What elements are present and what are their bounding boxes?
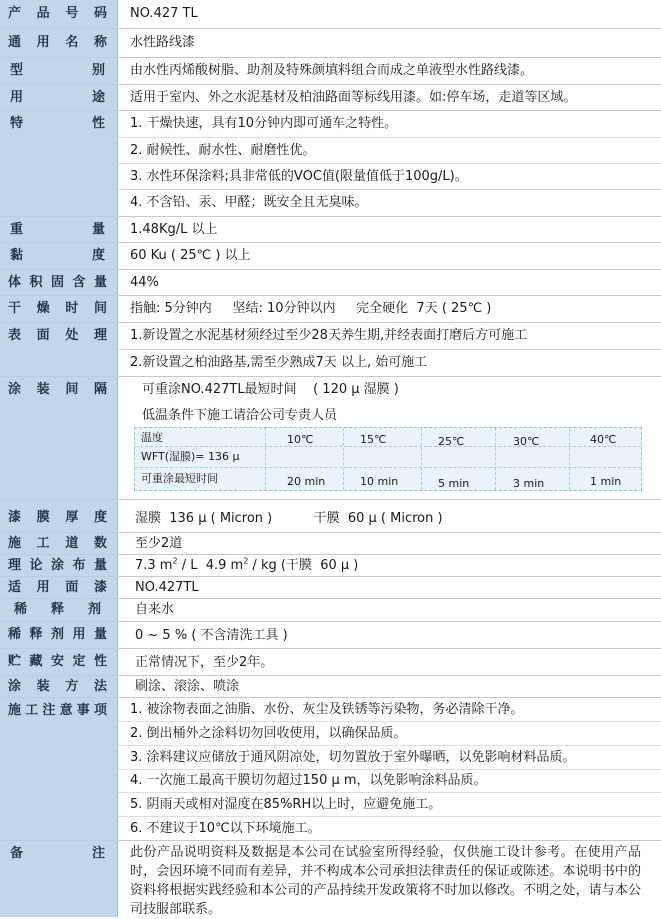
table-header-cell: 25℃: [438, 435, 465, 448]
label-cell: [0, 533, 118, 554]
label-cell: [0, 296, 118, 322]
row-topcoat: [0, 577, 661, 599]
table-header-cell: 15℃: [360, 433, 387, 446]
label-cell: [0, 29, 118, 57]
surface-item: 1.新设置之水泥基材须经过至少28天养生期,并经表面打磨后方可施工: [118, 323, 661, 350]
value-type: 由水性丙烯酸树脂、助剂及特殊颜填料组合而成之单液型水性路线漆。: [130, 63, 534, 78]
label-cell: [0, 377, 118, 499]
label-common-name: 通用名称: [8, 35, 107, 50]
row-solids: [0, 270, 661, 296]
label-cell: [0, 500, 118, 532]
row-features: [0, 111, 661, 217]
row-usage: [0, 85, 661, 111]
label-cell: [0, 217, 118, 242]
value-weight: 1.48Kg/L 以上: [130, 222, 218, 237]
value-method: 刷涂、滚涂、喷涂: [135, 679, 240, 694]
row-precautions: [0, 698, 661, 841]
value-drying-time: 指触: 5分钟内 坚结: 10分钟以内 完全硬化 7天 ( 25℃ ): [130, 301, 492, 316]
table-header-temp: 温度: [141, 431, 163, 444]
label-method: 涂装方法: [8, 679, 107, 694]
label-cell: [0, 555, 118, 576]
label-coverage: 理论涂布量: [8, 558, 107, 573]
row-drying-time: [0, 296, 661, 323]
label-product-code: 产品号码: [8, 6, 107, 21]
recoat-line-1: 可重涂NO.427TL最短时间 ( 120 μ 湿膜 ): [142, 382, 399, 397]
table-header-cell: 30℃: [513, 435, 540, 448]
value-thinner-amount: 0 ~ 5 % ( 不含清洗工具 ): [135, 628, 288, 643]
label-cell: [0, 58, 118, 84]
row-surface-prep: [0, 323, 661, 377]
value-remarks: 此份产品说明资料及数据是本公司在试验室所得经验，仅供施工设计参考。在使用产品时，会因环境不同而有差异，并不构成本公司承担法律责任的保证或陈述。本说明书中的资料将根据实践经验和本公司的产品持续开发政策将不时加以修改。不明之处，请与本公司技服部联系。: [130, 845, 641, 917]
row-viscosity: [0, 243, 661, 270]
label-topcoat: 适用面漆: [8, 580, 107, 595]
label-cell: [0, 841, 118, 917]
precaution-item: 4. 一次施工最高干膜切勿超过150 μ m，以免影响涂料品质。: [118, 770, 661, 793]
precaution-item: 1. 被涂物表面之油脂、水份、灰尘及铁锈等污染物，务必清除干净。: [118, 698, 661, 722]
table-wft: WFT(湿膜)= 136 μ: [141, 450, 240, 463]
row-coats: [0, 533, 661, 555]
label-solids: 体积固含量: [8, 275, 107, 290]
label-cell: [0, 649, 118, 675]
label-cell: [0, 698, 118, 840]
label-thinner: 稀释剂: [14, 602, 101, 617]
precaution-item: 5. 阴雨天或相对湿度在85%RH以上时，应避免施工。: [118, 793, 661, 817]
value-common-name: 水性路线漆: [130, 35, 196, 50]
label-usage: 用途: [10, 90, 105, 105]
label-type: 型别: [10, 63, 105, 78]
label-cell: [0, 599, 118, 621]
label-cell: [0, 85, 118, 110]
table-cell: 20 min: [287, 475, 326, 488]
table-header-cell: 40℃: [590, 433, 617, 446]
label-viscosity: 黏度: [10, 248, 105, 263]
precaution-item: 3. 涂料建议应储放于通风阴凉处，切勿置放于室外曝晒，以免影响材料品质。: [118, 746, 661, 770]
value-coverage: 7.3 $m^2$ / L 4.9 $m^2$ / kg (干膜 60 μ ): [135, 556, 359, 573]
value-topcoat: NO.427TL: [135, 580, 199, 595]
label-cell: [0, 622, 118, 648]
row-thinner: [0, 599, 661, 622]
label-recoat-interval: 涂装间隔: [8, 382, 107, 397]
row-remarks: [0, 841, 661, 917]
label-cell: [0, 323, 118, 376]
label-cell: [0, 270, 118, 295]
precaution-item: 6. 不建议于10℃以下环境施工。: [130, 821, 321, 836]
value-film-thickness: 湿膜 136 μ ( Micron ) 干膜 60 μ ( Micron ): [135, 511, 443, 526]
table-cell: 5 min: [438, 477, 470, 490]
table-cell: 10 min: [360, 475, 399, 488]
recoat-table: [134, 427, 642, 491]
row-method: [0, 676, 661, 698]
label-remarks: 备注: [10, 846, 105, 861]
feature-item: 3. 水性环保涂料;具非常低的VOC值(限量值低于100g/L)。: [118, 164, 661, 190]
precaution-item: 2. 倒出桶外之涂料切勿回收使用，以确保品质。: [118, 722, 661, 746]
label-coats: 施工道数: [8, 536, 107, 551]
feature-item: 1. 干燥快速，具有10分钟内即可通车之特性。: [118, 111, 661, 138]
label-cell: [0, 676, 118, 697]
row-storage: [0, 649, 661, 676]
value-coats: 至少2道: [135, 536, 183, 551]
row-type: [0, 58, 661, 85]
label-film-thickness: 漆膜厚度: [8, 510, 107, 525]
row-coverage: [0, 555, 661, 577]
value-usage: 适用于室内、外之水泥基材及柏油路面等标线用漆。如:停车场，走道等区域。: [130, 90, 577, 105]
label-cell: [0, 243, 118, 269]
label-thinner-amount: 稀释剂用量: [8, 627, 107, 642]
label-surface-prep: 表面处理: [8, 328, 107, 343]
value-thinner: 自来水: [135, 602, 175, 617]
row-thinner-amount: [0, 622, 661, 649]
feature-item: 2. 耐候性、耐水性、耐磨性优。: [118, 138, 661, 164]
label-weight: 重量: [10, 222, 105, 237]
label-cell: [0, 111, 118, 216]
table-cell: 3 min: [513, 477, 545, 490]
label-features: 特性: [10, 116, 105, 131]
value-viscosity: 60 Ku ( 25℃ ) 以上: [130, 248, 251, 263]
value-storage: 正常情况下，至少2年。: [135, 655, 274, 670]
table-header-cell: 10℃: [287, 433, 314, 446]
table-min-recoat-label: 可重涂最短时间: [141, 472, 218, 485]
row-weight: [0, 217, 661, 243]
label-cell: [0, 0, 118, 28]
surface-item: 2.新设置之柏油路基,需至少熟成7天 以上, 始可施工: [130, 355, 428, 370]
feature-item: 4. 不含铅、汞、甲醛；既安全且无臭味。: [130, 195, 368, 210]
row-film-thickness: [0, 500, 661, 533]
recoat-line-2: 低温条件下施工请洽公司专责人员: [142, 408, 338, 423]
row-product-code: [0, 0, 661, 29]
label-drying-time: 干燥时间: [8, 301, 107, 316]
value-product-code: NO.427 TL: [130, 6, 198, 21]
value-solids: 44%: [130, 275, 159, 290]
table-cell: 1 min: [590, 475, 622, 488]
label-storage: 贮藏安定性: [8, 654, 107, 669]
row-common-name: [0, 29, 661, 58]
label-precautions: 施工注意事项: [8, 703, 107, 718]
label-cell: [0, 577, 118, 598]
